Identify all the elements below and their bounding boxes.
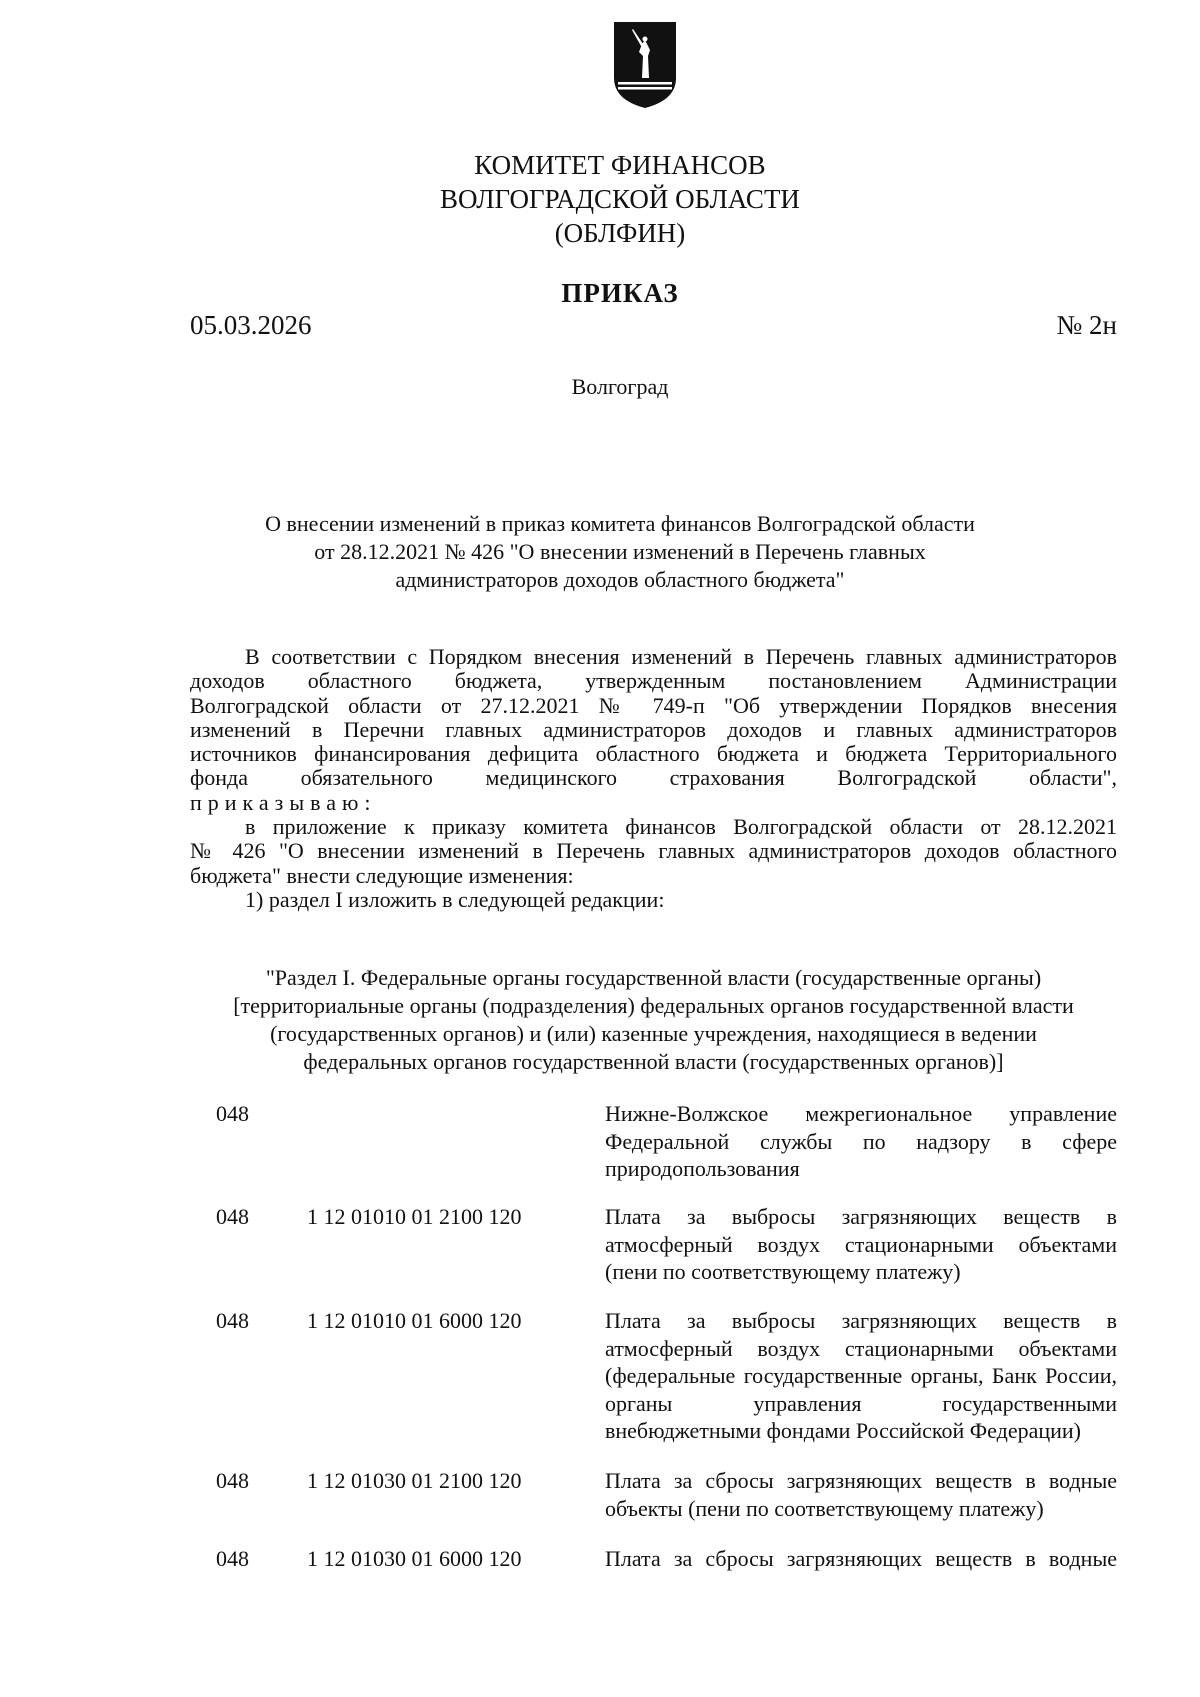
row-description <box>605 1467 1117 1522</box>
admin-code: 048 <box>216 1308 249 1333</box>
desc-line: атмосферный воздух стационарными объектами <box>605 1231 1117 1257</box>
doc-number: № 2н <box>1056 310 1117 340</box>
body-line: В соответствии с Порядком внесения изменений в Перечень главных администраторов <box>245 644 1117 669</box>
desc-line: Плата за выбросы загрязняющих веществ в <box>605 1204 1117 1229</box>
desc-line: (пени по соответствующему платежу) <box>605 1259 961 1284</box>
section-line: (государственных органов) и (или) казенные учреждения, находящиеся в ведении <box>270 1021 1037 1046</box>
section-line: федеральных органов государственной власти (государственных органов)] <box>303 1049 1004 1074</box>
body-line: доходов областного бюджета, утвержденным постановлением Администрации <box>190 668 1117 694</box>
body-line: № 426 "О внесении изменений в Перечень главных администраторов доходов областного <box>190 838 1117 864</box>
kbk-code: 1 12 01030 01 2100 120 <box>307 1468 522 1493</box>
org-name-line-2: ВОЛГОГРАДСКОЙ ОБЛАСТИ <box>440 184 800 214</box>
kbk-code: 1 12 01010 01 6000 120 <box>307 1308 522 1333</box>
desc-line: внебюджетными фондами Российской Федерации) <box>605 1418 1081 1443</box>
body-line: Волгоградской области от 27.12.2021 № 749-п "Об утверждении Порядков внесения <box>190 692 1117 718</box>
desc-line: органы управления государственными <box>605 1390 1117 1416</box>
desc-line: Плата за сбросы загрязняющих веществ в водные <box>605 1468 1117 1493</box>
body-line: источников финансирования дефицита областного бюджета и бюджета Территориального <box>190 741 1117 767</box>
item-1: 1) раздел I изложить в следующей редакции: <box>245 886 665 912</box>
desc-line: (федеральные государственные органы, Банк России, <box>605 1363 1117 1388</box>
subject-line: администраторов доходов областного бюджета" <box>395 567 845 592</box>
admin-code: 048 <box>216 1101 249 1126</box>
desc-line: Нижне-Волжское межрегиональное управление <box>605 1101 1117 1126</box>
body-line: фонда обязательного медицинского страхования Волгоградской области", <box>190 765 1117 791</box>
org-name-line-3: (ОБЛФИН) <box>554 218 686 248</box>
desc-line: природопользования <box>605 1156 800 1181</box>
doc-date: 05.03.2026 <box>190 310 312 340</box>
body-line: бюджета" внести следующие изменения: <box>190 862 574 888</box>
org-name-line-1: КОМИТЕТ ФИНАНСОВ <box>474 150 766 180</box>
row-description <box>605 1545 1117 1573</box>
desc-line: Федеральной службы по надзору в сфере <box>605 1128 1117 1154</box>
section-line: "Раздел I. Федеральные органы государственной власти (государственные органы) <box>265 965 1042 990</box>
kbk-code: 1 12 01030 01 6000 120 <box>307 1546 522 1571</box>
body-line: изменений в Перечни главных администраторов доходов и главных администраторов <box>190 716 1117 742</box>
doc-city: Волгоград <box>571 374 669 399</box>
order-word: приказываю: <box>190 789 377 815</box>
subject-line: О внесении изменений в приказ комитета финансов Волгоградской области <box>265 511 975 536</box>
admin-code: 048 <box>216 1546 249 1571</box>
subject-block <box>0 510 1200 594</box>
body-text <box>190 645 1117 912</box>
desc-line: Плата за сбросы загрязняющих веществ в водные <box>605 1546 1117 1571</box>
section-line: [территориальные органы (подразделения) федеральных органов государственной власти <box>233 993 1074 1018</box>
desc-line: атмосферный воздух стационарными объектами <box>605 1335 1117 1361</box>
admin-code: 048 <box>216 1204 249 1229</box>
desc-line: Плата за выбросы загрязняющих веществ в <box>605 1308 1117 1333</box>
admin-code: 048 <box>216 1468 249 1493</box>
subject-line: от 28.12.2021 № 426 "О внесении изменений в Перечень главных <box>314 539 926 564</box>
doc-type-title: ПРИКАЗ <box>561 278 679 308</box>
kbk-code: 1 12 01010 01 2100 120 <box>307 1204 522 1229</box>
desc-line: объекты (пени по соответствующему платежу) <box>605 1495 1044 1521</box>
row-description <box>605 1307 1117 1445</box>
section-heading <box>190 964 1117 1076</box>
row-description <box>605 1100 1117 1183</box>
body-line: в приложение к приказу комитета финансов Волгоградской области от 28.12.2021 <box>245 814 1117 840</box>
row-description <box>605 1203 1117 1286</box>
volgograd-emblem-icon <box>612 20 678 110</box>
